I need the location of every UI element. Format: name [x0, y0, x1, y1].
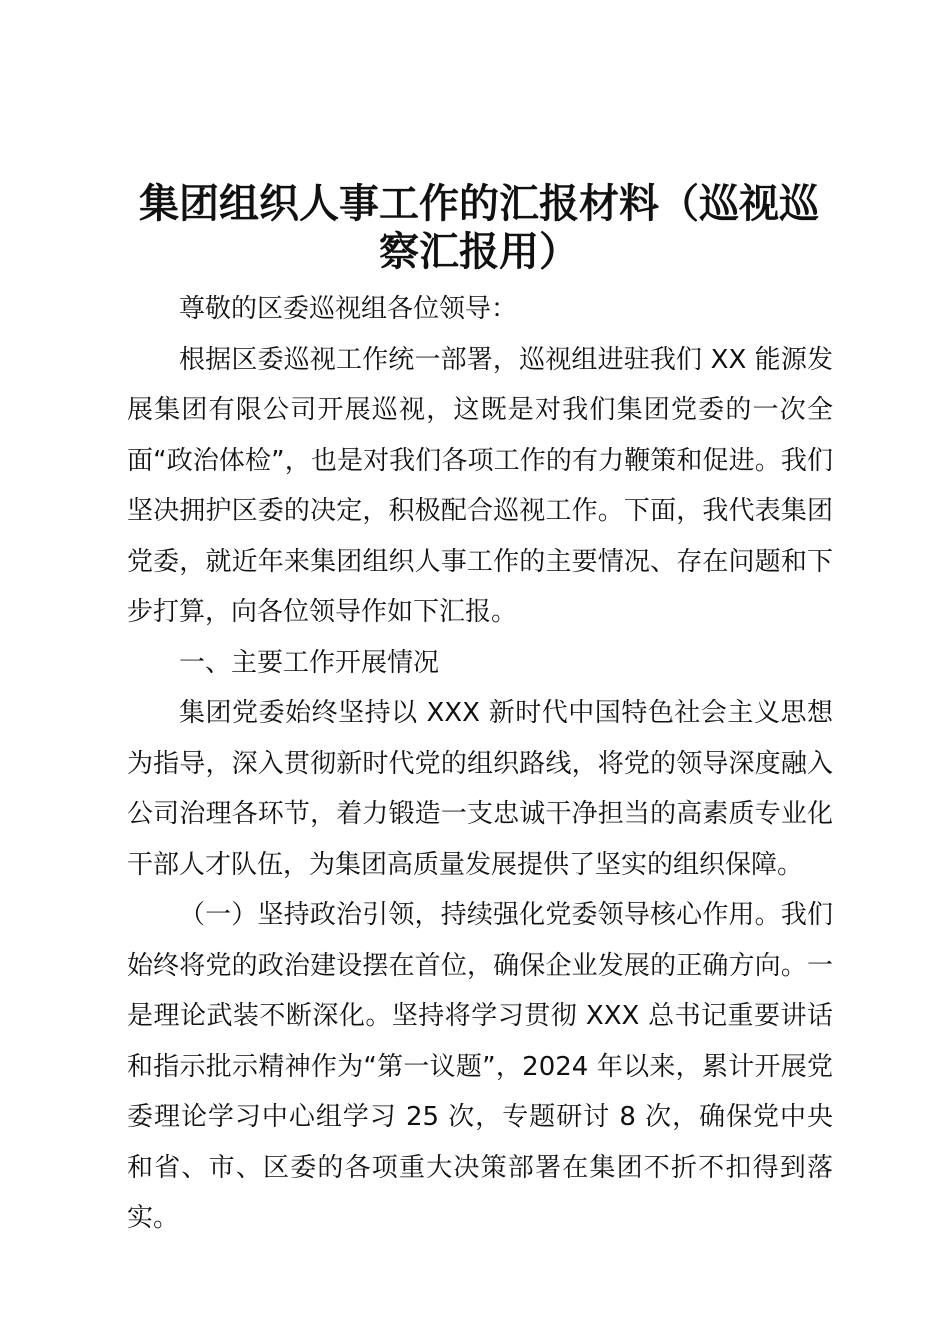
subsection-paragraph: （一）坚持政治引领，持续强化党委领导核心作用。我们始终将党的政治建设摆在首位，确保企业发展的正确方向。一是理论武装不断深化。坚持将学习贯彻 XXX 总书记重要讲话和指示批示精神作为“第一议题”，2024 年以来，累计开展党委理论学习中心组学习 25 次，专题研讨 8 次，确保党中央和省、市、区委的各项重大决策部署在集团不折不扣得到落实。 — [127, 900, 833, 1233]
salutation-paragraph: 尊敬的区委巡视组各位领导： — [179, 294, 518, 324]
section-heading: 一、主要工作开展情况 — [179, 647, 440, 678]
intro-paragraph: 根据区委巡视工作统一部署，巡视组进驻我们 XX 能源发展集团有限公司开展巡视，这既是对我们集团党委的一次全面“政治体检”，也是对我们各项工作的有力鞭策和促进。我们坚决拥护区委的决定，积极配合巡视工作。下面，我代表集团党委，就近年来集团组织人事工作的主要情况、存在问题和下步打算，向各位领导作如下汇报。 — [127, 344, 833, 627]
document-title: 集团组织人事工作的汇报材料（巡视巡察汇报用） — [139, 181, 819, 275]
document-body — [127, 284, 833, 1244]
section-overview-paragraph: 集团党委始终坚持以 XXX 新时代中国特色社会主义思想为指导，深入贯彻新时代党的组织路线，将党的领导深度融入公司治理各环节，着力锻造一支忠诚干净担当的高素质专业化干部人才队伍，为集团高质量发展提供了坚实的组织保障。 — [127, 698, 833, 880]
